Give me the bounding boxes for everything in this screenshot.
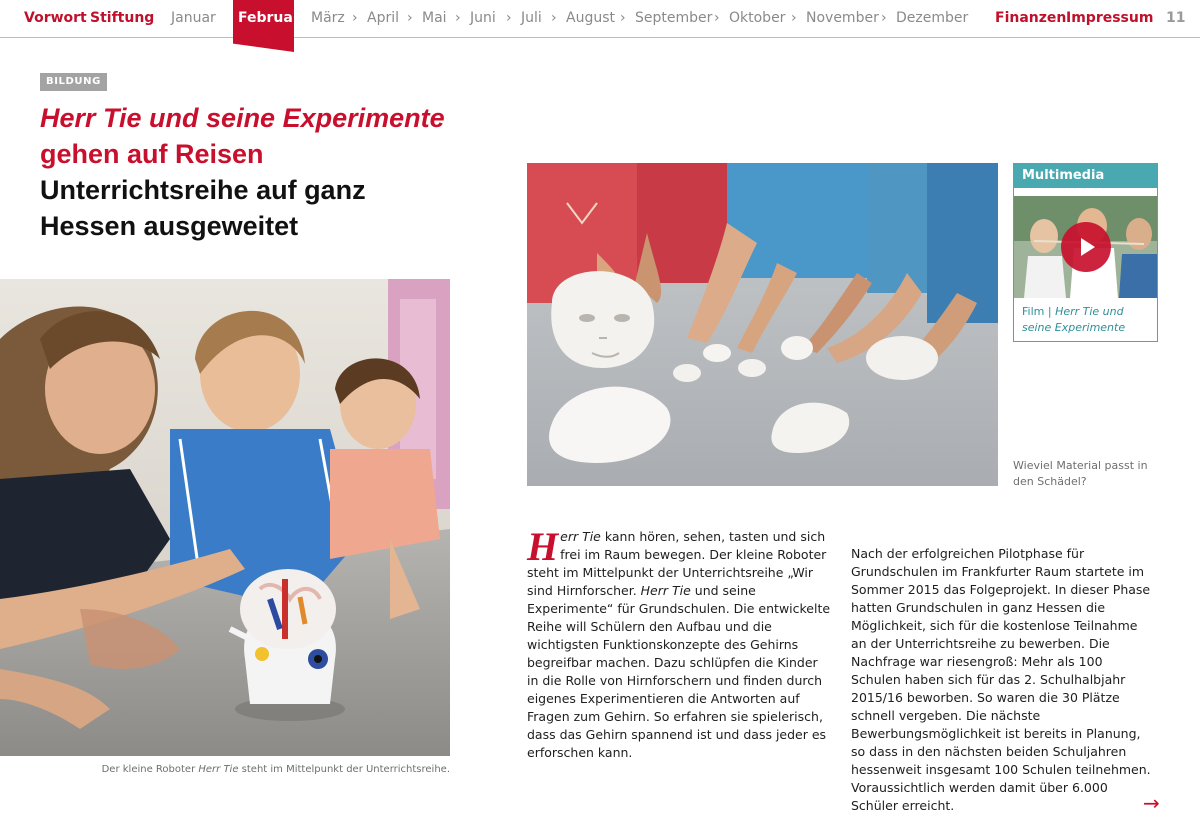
nav-month-august[interactable]: August [566, 10, 615, 26]
nav-month-dezember[interactable]: Dezember [896, 10, 969, 26]
nav-finanzen[interactable]: Finanzen [995, 10, 1067, 26]
skull-model-photo [527, 163, 998, 486]
nav-month-juli[interactable]: Juli [521, 10, 542, 26]
kids-robot-photo [0, 279, 450, 756]
next-page-arrow-icon[interactable]: → [1143, 791, 1160, 815]
chevron-right-icon: › [506, 10, 512, 26]
multimedia-box[interactable] [1013, 163, 1158, 342]
body-column-2: Nach der erfolgreichen Pilotphase für Grundschulen im Frankfurter Raum startete im Sommer 2015 das Folgeprojekt. In dieser Phase hatten Grundschulen in ganz Hessen die Möglichkeit, sich für die kostenlose Teilnahme an der Unterrichtsreihe zu bewerben. Die Nachfrage war riesengroß: Mehr als 100 Schulen haben sich für das 2. Schulhalbjahr 2015/16 beworben. So waren die 30 Plätze schnell vergeben. Die nächste Bewerbungsmöglichkeit ist bereits in Planung, so dass in den nächsten beiden Schuljahren hessenweit insgesamt 100 Schulen teilnehmen. Voraussichtlich werden damit über 6.000 Schüler erreicht. [851, 546, 1151, 813]
chevron-right-icon: › [620, 10, 626, 26]
body-column-1: Herr Tie kann hören, sehen, tasten und sich frei im Raum bewegen. Der kleine Roboter steht im Mittelpunkt der Unterrichtsreihe „Wir sind Hirnforscher. Herr Tie und seine Experimente“ für Grundschulen. Die entwickelte Reihe will Schülern den Aufbau und die wichtigsten Funktionskonzepte des Gehirns begreifbar machen. Dazu schlüpfen die Kinder in die Rolle von Hirnforschern und finden durch eigenes Experimentieren die Antworten auf Fragen zum Gehirn. So erfahren sie spielerisch, dass das Gehirn spannend ist und dass jeder es erforschen kann. [527, 524, 831, 760]
nav-month-februar[interactable]: Februar [238, 10, 300, 26]
chevron-right-icon: › [881, 10, 887, 26]
chevron-right-icon: › [352, 10, 358, 26]
chevron-right-icon: › [407, 10, 413, 26]
play-icon[interactable] [1061, 222, 1111, 272]
photo-caption-right: Wieviel Material passt in den Schädel? [1013, 459, 1148, 488]
top-navigation [0, 0, 1200, 38]
subtitle-line-2: Hessen ausgeweitet [40, 211, 299, 241]
nav-month-september[interactable]: September [635, 10, 713, 26]
nav-month-januar[interactable]: Januar [171, 10, 216, 26]
chevron-right-icon: › [455, 10, 461, 26]
nav-month-november[interactable]: November [806, 10, 879, 26]
nav-month-april[interactable]: April [367, 10, 399, 26]
photo-caption-left: Der kleine Roboter Herr Tie steht im Mittelpunkt der Unterrichtsreihe. [101, 764, 450, 775]
chevron-right-icon: › [714, 10, 720, 26]
nav-month-maerz[interactable]: März [311, 10, 345, 26]
nav-stiftung[interactable]: Stiftung [90, 10, 155, 26]
drop-cap: H [527, 524, 559, 569]
chevron-right-icon: › [791, 10, 797, 26]
active-month-tab[interactable] [233, 0, 294, 52]
nav-vorwort[interactable]: Vorwort [24, 10, 87, 26]
title-line-1: Herr Tie und seine Experimente [40, 103, 445, 133]
subtitle-line-1: Unterrichtsreihe auf ganz [40, 175, 366, 205]
nav-impressum[interactable]: Impressum [1066, 10, 1154, 26]
multimedia-title: Multimedia [1014, 164, 1157, 188]
page-number: 11 [1166, 10, 1186, 26]
nav-month-oktober[interactable]: Oktober [729, 10, 786, 26]
chevron-right-icon: › [551, 10, 557, 26]
title-line-2: gehen auf Reisen [40, 139, 264, 169]
page-title [40, 100, 500, 244]
video-thumbnail[interactable] [1014, 196, 1157, 298]
multimedia-caption[interactable]: Film | Herr Tie und seine Experimente [1022, 305, 1126, 334]
nav-month-juni[interactable]: Juni [470, 10, 496, 26]
category-tag: BILDUNG [40, 73, 107, 91]
nav-month-mai[interactable]: Mai [422, 10, 447, 26]
